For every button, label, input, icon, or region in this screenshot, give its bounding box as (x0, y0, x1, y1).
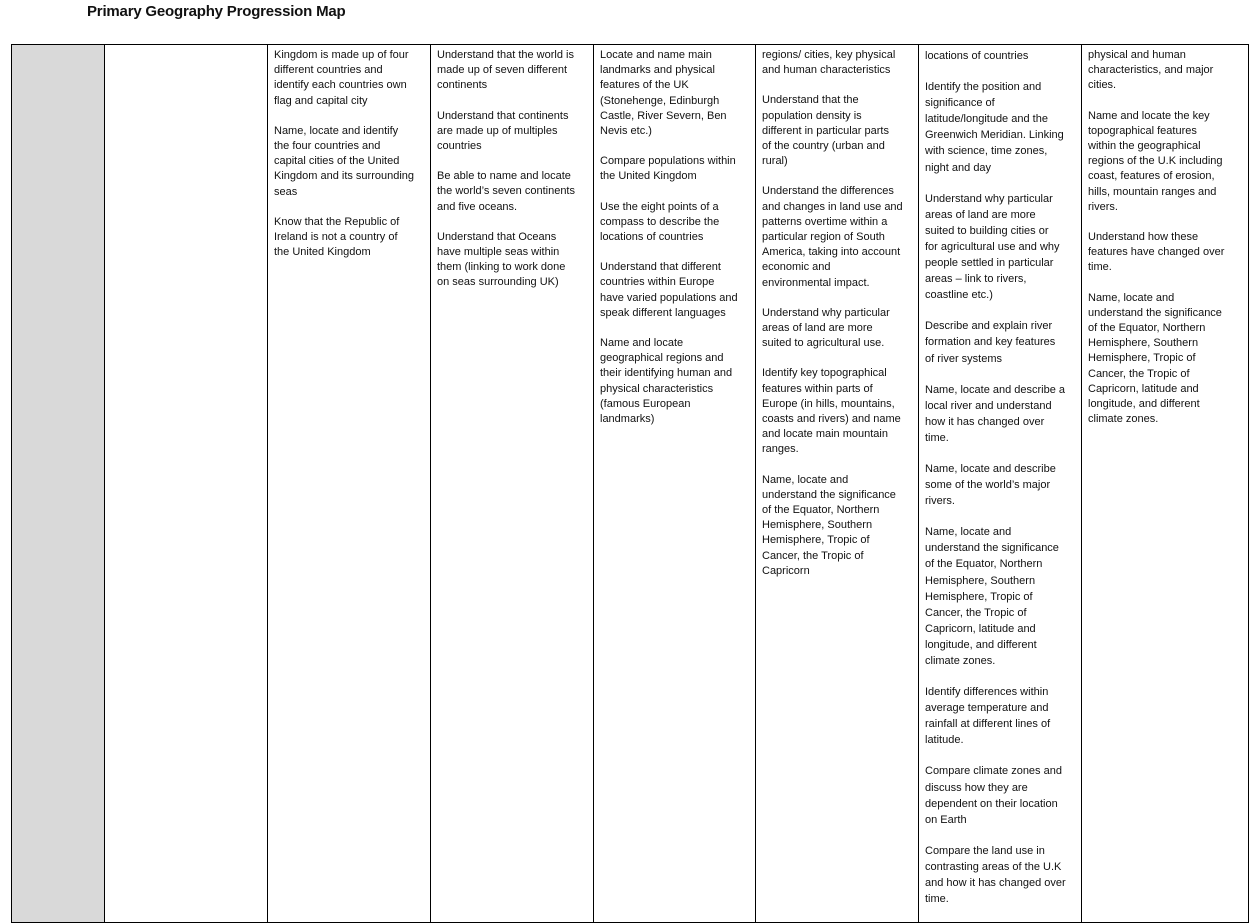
table-cell (1082, 45, 1249, 923)
cell-paragraph: Compare the land use in contrasting areas of the U.K and how it has changed over time. (925, 844, 1066, 906)
cell-paragraph: Name, locate and understand the significance of the Equator, Northern Hemisphere, Southern Hemisphere, Tropic of Cancer, the Tropic of Capricorn (762, 473, 896, 577)
table-cell (756, 45, 919, 923)
cell-paragraph: Understand why particular areas of land are more suited to agricultural use. (762, 306, 890, 350)
cell-paragraph: Understand why particular areas of land are more suited to building cities or for agricultural use and why people settled in particular areas – link to rivers, coastline etc.) (925, 192, 1060, 302)
cell-paragraph: Understand that the population density is different in particular parts of the country (urban and rural) (762, 94, 889, 168)
cell-paragraph: Understand that different countries within Europe have varied populations and speak different languages (600, 261, 738, 319)
cell-paragraph: Compare climate zones and discuss how they are dependent on their location on Earth (925, 765, 1062, 826)
cell-paragraph: Identify key topographical features within parts of Europe (in hills, mountains, coasts and rivers) and name and locate main mountain ranges. (762, 367, 901, 456)
cell-paragraph: Understand the differences and changes in land use and patterns overtime within a particular region of South America, taking into account economic and environmental impact. (762, 185, 903, 289)
table-cell (105, 45, 268, 923)
cell-paragraph: Use the eight points of a compass to describe the locations of countries (600, 200, 720, 244)
cell-paragraph: Name, locate and understand the significance of the Equator, Northern Hemisphere, Southern Hemisphere, Tropic of Cancer, the Tropic of Capricorn, latitude and longitude, and different climate zones. (1088, 291, 1222, 426)
cell-paragraph: Understand how these features have changed over time. (1088, 231, 1225, 274)
cell-paragraph: Understand that the world is made up of seven different continents (437, 49, 574, 92)
cell-paragraph: Compare populations within the United Kingdom (600, 155, 736, 183)
cell-paragraph: Name and locate the key topographical features within the geographical regions of the U.K including coast, features of erosion, hills, mountain ranges and rivers. (1088, 109, 1223, 213)
cell-paragraph: Kingdom is made up of four different countries and identify each countries own flag and capital city (274, 49, 409, 107)
cell-paragraph: Name, locate and describe some of the world’s major rivers. (925, 462, 1056, 508)
cell-paragraph: physical and human characteristics, and major cities. (1088, 49, 1214, 92)
table-cell (431, 45, 594, 923)
cell-paragraph: regions/ cities, key physical and human characteristics (762, 49, 896, 77)
cell-paragraph: Name, locate and identify the four countries and capital cities of the United Kingdom and its surrounding seas (274, 124, 415, 198)
table-row (12, 45, 1249, 923)
progression-table (11, 44, 1249, 923)
cell-paragraph: Name and locate geographical regions and their identifying human and physical characteristics (famous European landmarks) (600, 337, 733, 426)
table-cell (594, 45, 756, 923)
cell-paragraph: Name, locate and describe a local river and understand how it has changed over time. (925, 383, 1066, 444)
cell-paragraph: Locate and name main landmarks and physical features of the UK (Stonehenge, Edinburgh Castle, River Severn, Ben Nevis etc.) (600, 49, 727, 138)
cell-paragraph: Name, locate and understand the significance of the Equator, Northern Hemisphere, Southern Hemisphere, Tropic of Cancer, the Tropic of Capricorn, latitude and longitude, and different climate zones. (925, 526, 1059, 667)
cell-paragraph: Identify differences within average temperature and rainfall at different lines of latitude. (925, 686, 1051, 747)
page-title: Primary Geography Progression Map (87, 3, 346, 20)
cell-paragraph: Know that the Republic of Ireland is not a country of the United Kingdom (274, 215, 400, 259)
cell-paragraph: Understand that Oceans have multiple seas within them (linking to work done on seas surrounding UK) (437, 230, 566, 289)
row-header-cell (12, 45, 105, 923)
cell-paragraph: Identify the position and significance of latitude/longitude and the Greenwich Meridian. Linking with science, time zones, night and day (925, 81, 1064, 174)
cell-paragraph: Be able to name and locate the world’s seven continents and five oceans. (437, 170, 575, 213)
table-cell (919, 45, 1082, 923)
table-cell (268, 45, 431, 923)
cell-paragraph: Describe and explain river formation and key features of river systems (925, 320, 1056, 365)
cell-paragraph: Understand that continents are made up of multiples countries (437, 109, 569, 153)
cell-paragraph: locations of countries (925, 50, 1029, 62)
